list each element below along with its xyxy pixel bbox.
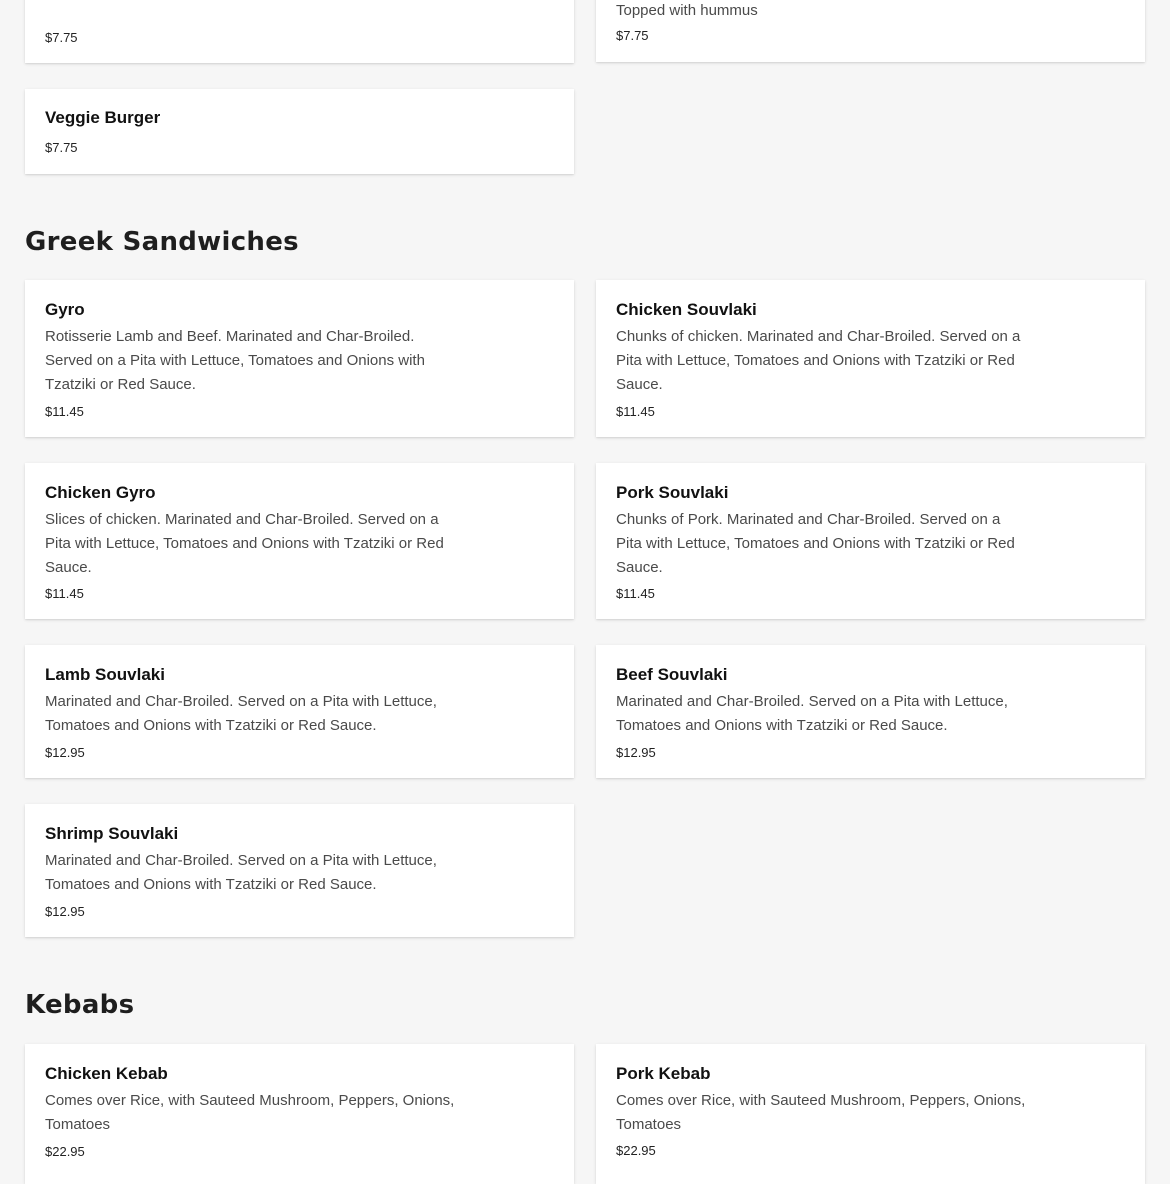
- item-description: Rotisserie Lamb and Beef. Marinated and Char-Broiled. Served on a Pita with Lettuce, Tomatoes and Onions with Tzatziki or Red Sauce.: [45, 328, 425, 393]
- item-price: $7.75: [45, 140, 78, 155]
- item-price: $22.95: [616, 1143, 656, 1158]
- item-description: Slices of chicken. Marinated and Char-Broiled. Served on a Pita with Lettuce, Tomatoes and Onions with Tzatziki or Red Sauce.: [45, 511, 444, 576]
- item-name: Chicken Kebab: [45, 1064, 168, 1083]
- item-name: Gyro: [45, 300, 85, 319]
- item-price: $7.75: [45, 30, 78, 45]
- item-price: $11.45: [616, 586, 655, 601]
- item-name: Lamb Souvlaki: [45, 665, 165, 684]
- item-price: $12.95: [45, 904, 85, 919]
- menu-item-card[interactable]: [596, 0, 1145, 62]
- menu-item-card[interactable]: [25, 89, 574, 174]
- item-description: Topped with hummus: [616, 2, 758, 19]
- item-price: $12.95: [616, 745, 656, 760]
- item-name: Shrimp Souvlaki: [45, 824, 179, 843]
- menu-item-card[interactable]: [25, 463, 574, 619]
- item-price: $12.95: [45, 745, 85, 760]
- menu-item-card[interactable]: [25, 645, 574, 778]
- item-description: Chunks of chicken. Marinated and Char-Broiled. Served on a Pita with Lettuce, Tomatoes and Onions with Tzatziki or Red Sauce.: [616, 328, 1021, 393]
- item-price: $11.45: [45, 404, 84, 419]
- item-name: Chicken Gyro: [45, 483, 156, 502]
- menu-item-card[interactable]: [596, 1044, 1145, 1184]
- menu-item-card[interactable]: [25, 1044, 574, 1184]
- item-description: Marinated and Char-Broiled. Served on a Pita with Lettuce, Tomatoes and Onions with Tzatziki or Red Sauce.: [45, 852, 437, 893]
- section-title-greek-sandwiches: Greek Sandwiches: [25, 227, 299, 257]
- item-name: Veggie Burger: [45, 108, 161, 127]
- item-description: Marinated and Char-Broiled. Served on a Pita with Lettuce, Tomatoes and Onions with Tzatziki or Red Sauce.: [616, 693, 1008, 734]
- menu-item-card[interactable]: [25, 804, 574, 937]
- item-name: Pork Souvlaki: [616, 483, 729, 502]
- menu-item-card[interactable]: [596, 463, 1145, 619]
- item-price: $11.45: [616, 404, 655, 419]
- menu-item-card[interactable]: [25, 0, 574, 63]
- menu-item-card[interactable]: [596, 280, 1145, 437]
- item-price: $22.95: [45, 1144, 85, 1159]
- item-name: Chicken Souvlaki: [616, 300, 757, 319]
- item-name: Beef Souvlaki: [616, 665, 728, 684]
- item-name: Pork Kebab: [616, 1064, 711, 1083]
- item-description: Comes over Rice, with Sauteed Mushroom, Peppers, Onions, Tomatoes: [45, 1092, 455, 1133]
- item-description: Marinated and Char-Broiled. Served on a Pita with Lettuce, Tomatoes and Onions with Tzatziki or Red Sauce.: [45, 693, 437, 734]
- item-description: Chunks of Pork. Marinated and Char-Broiled. Served on a Pita with Lettuce, Tomatoes and Onions with Tzatziki or Red Sauce.: [616, 511, 1015, 576]
- item-price: $11.45: [45, 586, 84, 601]
- item-price: $7.75: [616, 28, 649, 43]
- menu-item-card[interactable]: [596, 645, 1145, 778]
- menu-item-card[interactable]: [25, 280, 574, 437]
- item-description: Comes over Rice, with Sauteed Mushroom, Peppers, Onions, Tomatoes: [616, 1092, 1026, 1133]
- section-title-kebabs: Kebabs: [25, 990, 135, 1020]
